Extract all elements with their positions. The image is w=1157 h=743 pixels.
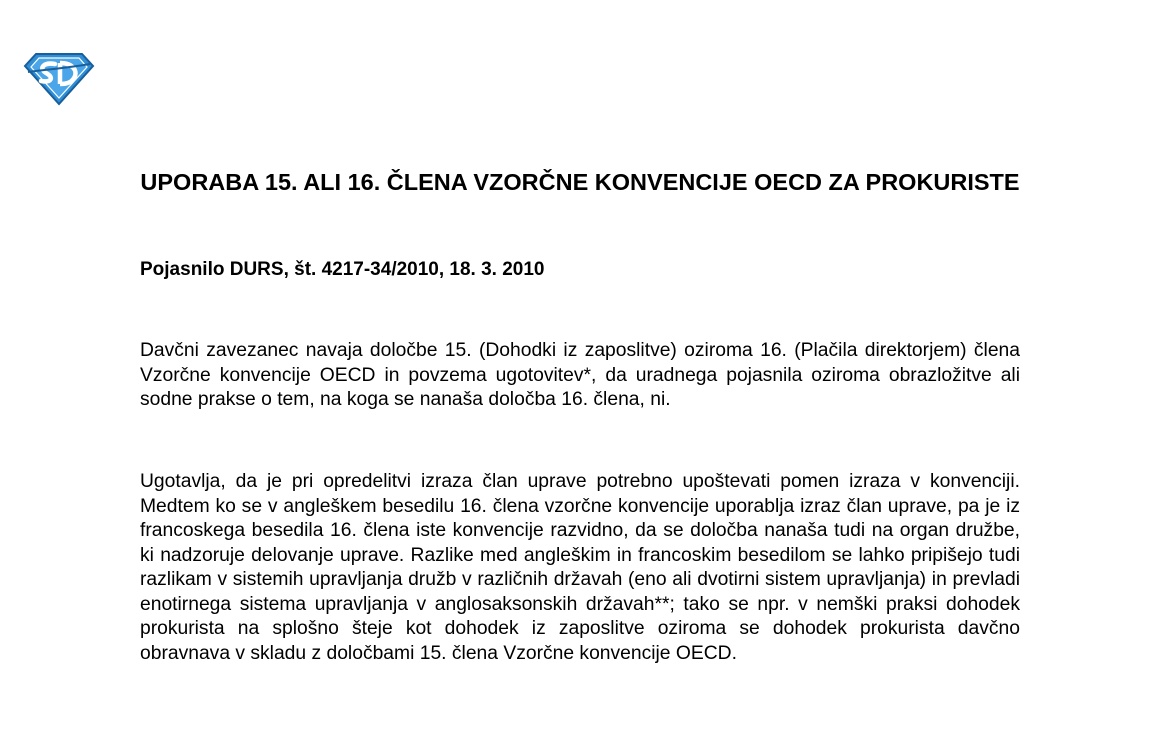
paragraph-2: Ugotavlja, da je pri opredelitvi izraza član uprave potrebno upoštevati pomen izraza v konvenciji. Medtem ko se v angleškem besedilu 16. člena vzorčne konvencije uporablja izraz član uprave, pa je iz francoskega besedila 16. člena iste konvencije razvidno, da se določba nanaša tudi na organ družbe, ki nadzoruje delovanje uprave. Razlike med angleškim in francoskim besedilom se lahko pripišejo tudi razlikam v sistemih upravljanja družb v različnih državah (eno ali dvotirni sistem upravljanja) in prevladi enotirnega sistema upravljanja v anglosaksonskih državah**; tako se npr. v nemški praksi dohodek prokurista na splošno šteje kot dohodek iz zaposlitve oziroma se dohodek prokurista davčno obravnava v skladu z določbami 15. člena Vzorčne konvencije OECD. xyxy=(140,471,1020,664)
durs-logo xyxy=(22,50,96,106)
shield-logo-icon xyxy=(22,50,96,106)
paragraph-1: Davčni zavezanec navaja določbe 15. (Dohodki iz zaposlitve) oziroma 16. (Plačila direktorjem) člena Vzorčne konvencije OECD in povzema ugotovitev*, da uradnega pojasnila oziroma obrazložitve ali sodne prakse o tem, na koga se nanaša določba 16. člena, ni. xyxy=(140,340,1020,410)
document-title: UPORABA 15. ALI 16. ČLENA VZORČNE KONVENCIJE OECD ZA PROKURISTE xyxy=(140,169,1020,195)
document-subtitle: Pojasnilo DURS, št. 4217-34/2010, 18. 3. 2010 xyxy=(140,259,545,280)
